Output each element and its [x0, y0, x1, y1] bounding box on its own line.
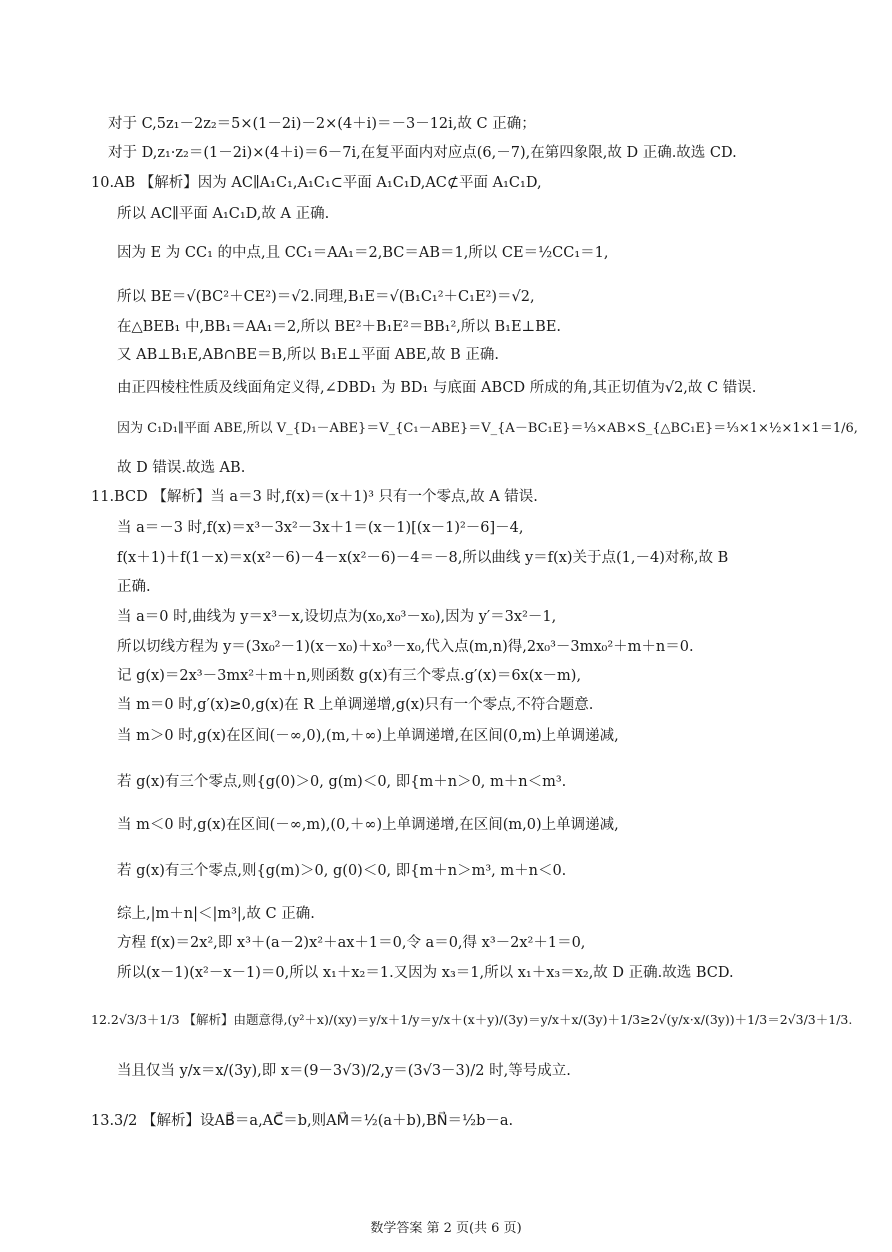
- text-line: f(x＋1)＋f(1－x)＝x(x²－6)－4－x(x²－6)－4＝－8,所以曲线 y＝f(x)关于点(1,－4)对称,故 B: [117, 550, 729, 566]
- text-line: 当 a＝0 时,曲线为 y＝x³－x,设切点为(x₀,x₀³－x₀),因为 y′＝3x²－1,: [117, 609, 557, 625]
- text-line: 对于 C,5z₁－2z₂＝5×(1－2i)－2×(4＋i)＝－3－12i,故 C 正确；: [108, 116, 536, 132]
- text-line: 当 m＞0 时,g(x)在区间(－∞,0),(m,＋∞)上单调递增,在区间(0,m)上单调递减,: [117, 728, 619, 744]
- text-line: 当 m＝0 时,g′(x)≥0,g(x)在 R 上单调递增,g(x)只有一个零点,不符合题意.: [117, 697, 594, 713]
- text-line: 方程 f(x)＝2x²,即 x³＋(a－2)x²＋ax＋1＝0,令 a＝0,得 x³－2x²＋1＝0,: [117, 935, 586, 951]
- text-line: 若 g(x)有三个零点,则{g(0)＞0, g(m)＜0, 即{m＋n＞0, m＋n＜m³.: [117, 774, 567, 790]
- text-line: 13.3/2 【解析】设AB⃗＝a,AC⃗＝b,则AM⃗＝½(a＋b),BN⃗＝½b－a.: [91, 1113, 514, 1129]
- text-line: 若 g(x)有三个零点,则{g(m)＞0, g(0)＜0, 即{m＋n＞m³, m＋n＜0.: [117, 863, 567, 879]
- text-line: 当 m＜0 时,g(x)在区间(－∞,m),(0,＋∞)上单调递增,在区间(m,0)上单调递减,: [117, 817, 619, 833]
- text-line: 记 g(x)＝2x³－3mx²＋m＋n,则函数 g(x)有三个零点.g′(x)＝6x(x－m),: [117, 668, 582, 684]
- text-line: 所以(x－1)(x²－x－1)＝0,所以 x₁＋x₂＝1.又因为 x₃＝1,所以 x₁＋x₃＝x₂,故 D 正确.故选 BCD.: [117, 965, 734, 981]
- text-line: 所以切线方程为 y＝(3x₀²－1)(x－x₀)＋x₀³－x₀,代入点(m,n)得,2x₀³－3mx₀²＋m＋n＝0.: [117, 639, 694, 655]
- text-line: 由正四棱柱性质及线面角定义得,∠DBD₁ 为 BD₁ 与底面 ABCD 所成的角,其正切值为√2,故 C 错误.: [117, 380, 757, 396]
- text-line: 10.AB 【解析】因为 AC∥A₁C₁,A₁C₁⊂平面 A₁C₁D,AC⊄平面 A₁C₁D,: [91, 175, 542, 191]
- page-footer: 数学答案 第 2 页(共 6 页): [370, 1221, 522, 1236]
- text-line: 所以 AC∥平面 A₁C₁D,故 A 正确.: [117, 206, 330, 222]
- text-line: 因为 E 为 CC₁ 的中点,且 CC₁＝AA₁＝2,BC＝AB＝1,所以 CE＝½CC₁＝1,: [117, 245, 609, 261]
- text-line: 因为 C₁D₁∥平面 ABE,所以 V_{D₁－ABE}＝V_{C₁－ABE}＝V_{A－BC₁E}＝⅓×AB×S_{△BC₁E}＝⅓×1×½×1×1＝1/6,: [117, 421, 858, 436]
- text-line: 11.BCD 【解析】当 a＝3 时,f(x)＝(x＋1)³ 只有一个零点,故 A 错误.: [91, 489, 538, 505]
- text-line: 又 AB⊥B₁E,AB∩BE＝B,所以 B₁E⊥平面 ABE,故 B 正确.: [117, 347, 500, 363]
- text-line: 综上,|m＋n|＜|m³|,故 C 正确.: [117, 906, 315, 922]
- text-line: 正确.: [117, 579, 151, 595]
- text-line: 所以 BE＝√(BC²＋CE²)＝√2.同理,B₁E＝√(B₁C₁²＋C₁E²)＝√2,: [117, 289, 535, 305]
- text-line: 12.2√3/3＋1/3 【解析】由题意得,(y²＋x)/(xy)＝y/x＋1/y＝y/x＋(x＋y)/(3y)＝y/x＋x/(3y)＋1/3≥2√(y/x·x/(3y))＋1/3＝2√3/3＋1/3.: [91, 1012, 853, 1027]
- text-line: 当 a＝－3 时,f(x)＝x³－3x²－3x＋1＝(x－1)[(x－1)²－6]－4,: [117, 520, 524, 536]
- text-line: 当且仅当 y/x＝x/(3y),即 x＝(9－3√3)/2,y＝(3√3－3)/2 时,等号成立.: [117, 1063, 571, 1079]
- text-line: 在△BEB₁ 中,BB₁＝AA₁＝2,所以 BE²＋B₁E²＝BB₁²,所以 B₁E⊥BE.: [117, 319, 562, 335]
- text-line: 故 D 错误.故选 AB.: [117, 460, 246, 476]
- text-line: 对于 D,z₁·z₂＝(1－2i)×(4＋i)＝6－7i,在复平面内对应点(6,－7),在第四象限,故 D 正确.故选 CD.: [108, 145, 737, 161]
